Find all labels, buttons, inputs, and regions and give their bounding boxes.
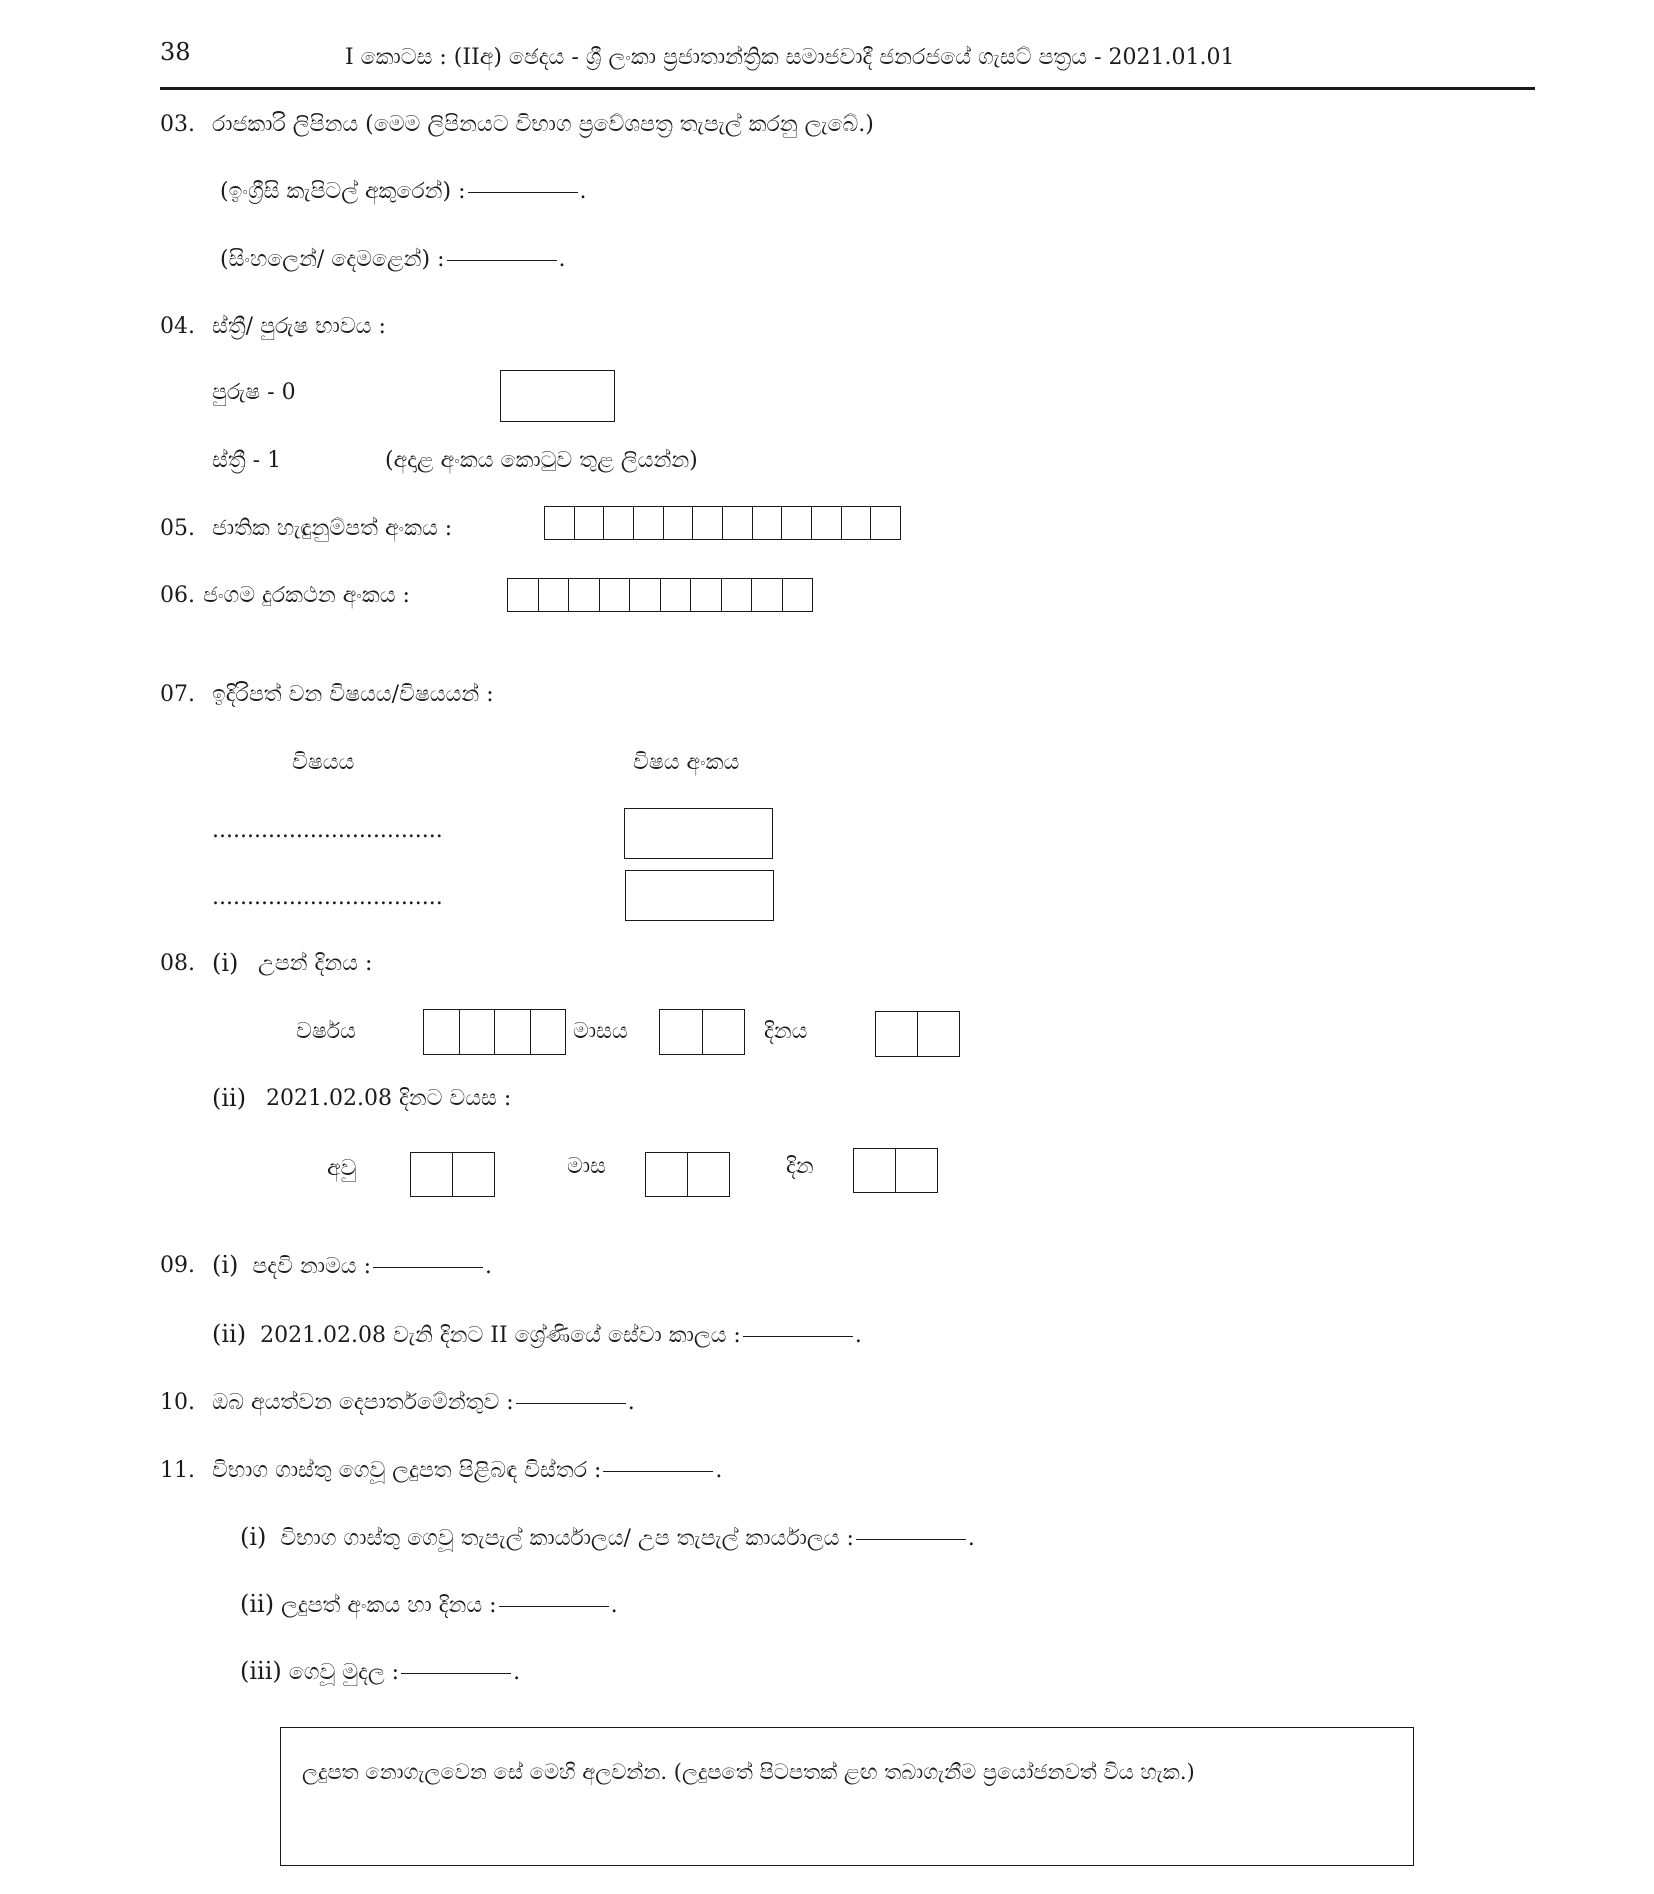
digit-cell[interactable] xyxy=(871,507,900,539)
q09-ii-blank[interactable] xyxy=(743,1336,853,1337)
digit-cell[interactable] xyxy=(539,579,570,611)
q11-blank[interactable] xyxy=(603,1471,713,1472)
q08-ii-label: 2021.02.08 දිනට වයස : xyxy=(266,1086,512,1111)
q11-ii-label: ලදුපත් අංකය හා දිනය : xyxy=(281,1593,497,1618)
q11-iii-blank[interactable] xyxy=(401,1673,511,1674)
q09-ii-label: 2021.02.08 වැනි දිනට II ශ්‍රේණියේ සේවා කාලය : xyxy=(260,1323,741,1348)
nic-number-boxes[interactable] xyxy=(544,506,901,540)
q11-i-line: (i) විභාග ගාස්තු ගෙවූ තැපැල් කාර්යාලය/ උප තැපැල් කාර්යාලය : . xyxy=(240,1523,975,1551)
q09-i-label: පදවි නාමය : xyxy=(252,1254,372,1279)
q03-sinhala-label: (සිංහලෙන්/ දෙමළෙන්) : xyxy=(220,247,445,272)
digit-cell[interactable] xyxy=(508,579,539,611)
age-years-boxes[interactable] xyxy=(410,1152,495,1197)
q10-blank[interactable] xyxy=(516,1403,626,1404)
age-years-label: අවු xyxy=(327,1156,357,1181)
q10-number: 10. xyxy=(160,1390,195,1415)
q09-ii-line: (ii) 2021.02.08 වැනි දිනට II ශ්‍රේණියේ සේවා කාලය : . xyxy=(212,1320,862,1348)
age-months-boxes[interactable] xyxy=(645,1152,730,1197)
dob-day-boxes[interactable] xyxy=(875,1011,960,1057)
q10-line: ඔබ අයත්වන දෙපාර්තමේන්තුව : . xyxy=(212,1390,635,1415)
q10-label: ඔබ අයත්වන දෙපාර්තමේන්තුව : xyxy=(212,1390,514,1415)
q03-english-line: (ඉංග්‍රීසි කැපිටල් අකුරෙන්) : . xyxy=(220,179,587,204)
digit-cell[interactable] xyxy=(575,507,605,539)
digit-cell[interactable] xyxy=(661,579,692,611)
digit-cell[interactable] xyxy=(569,579,600,611)
q07-subject-row-1[interactable]: ................................. xyxy=(212,818,443,843)
q06-number: 06. xyxy=(160,583,195,608)
q08-ii-mark: (ii) xyxy=(212,1084,247,1112)
dob-month-boxes[interactable] xyxy=(659,1009,745,1055)
q05-label: ජාතික හැඳුනුම්පත් අංකය : xyxy=(212,516,453,541)
q11-ii-blank[interactable] xyxy=(499,1606,609,1607)
q06-label: ජංගම දුරකථන අංකය : xyxy=(203,583,410,608)
q07-code-box-1[interactable] xyxy=(624,808,773,859)
q04-female-option: ස්ත්‍රී - 1 xyxy=(212,448,282,473)
q11-iii-label: ගෙවූ මුදල : xyxy=(288,1660,400,1685)
q08-number: 08. xyxy=(160,951,195,976)
q08-i-mark: (i) xyxy=(212,949,239,977)
q07-subject-header: විෂයය xyxy=(292,750,355,775)
q03-sinhala-blank[interactable] xyxy=(447,260,557,261)
mobile-number-boxes[interactable] xyxy=(507,578,813,612)
receipt-box-instruction: ලදුපත නොගැලවෙන සේ මෙහි අලවන්න. (ලදුපතේ පිටපතක් ළඟ තබාගැනීම ප්‍රයෝජනවත් විය හැක.) xyxy=(302,1760,1195,1784)
digit-cell[interactable] xyxy=(752,579,783,611)
digit-cell[interactable] xyxy=(630,579,661,611)
q04-label: ස්ත්‍රී/ පුරුෂ භාවය : xyxy=(212,314,386,339)
digit-cell[interactable] xyxy=(664,507,694,539)
digit-cell[interactable] xyxy=(604,507,634,539)
q11-ii-line: (ii) ලදුපත් අංකය හා දිනය : . xyxy=(240,1590,618,1618)
q05-number: 05. xyxy=(160,516,195,541)
digit-cell[interactable] xyxy=(545,507,575,539)
digit-cell[interactable] xyxy=(600,579,631,611)
page-header-title: I කොටස : (IIඅ) ඡෙදය - ශ්‍රී ලංකා ප්‍රජාතාන්ත්‍රික සමාජවාදී ජනරජයේ ගැසට් පත්‍රය - 2021.01.01 xyxy=(345,45,1235,70)
age-days-boxes[interactable] xyxy=(853,1148,938,1193)
digit-cell[interactable] xyxy=(782,507,812,539)
digit-cell[interactable] xyxy=(693,507,723,539)
q03-number: 03. xyxy=(160,112,195,137)
q09-ii-mark: (ii) xyxy=(212,1320,247,1348)
q11-i-blank[interactable] xyxy=(856,1539,966,1540)
digit-cell[interactable] xyxy=(634,507,664,539)
q11-number: 11. xyxy=(160,1458,195,1483)
q04-note: (අදාළ අංකය කොටුව තුළ ලියන්න) xyxy=(385,448,698,473)
q03-english-blank[interactable] xyxy=(468,192,578,193)
q11-line: විභාග ගාස්තු ගෙවූ ලදුපත පිළිබඳ විස්තර : . xyxy=(212,1458,723,1483)
header-rule xyxy=(160,87,1535,90)
dob-month-label: මාසය xyxy=(573,1019,628,1044)
dob-year-label: වර්ෂය xyxy=(296,1019,356,1044)
dob-year-boxes[interactable] xyxy=(423,1009,566,1055)
digit-cell[interactable] xyxy=(783,579,813,611)
q04-male-option: පුරුෂ - 0 xyxy=(212,380,296,405)
q09-i-line: (i) පදවි නාමය : . xyxy=(212,1251,493,1279)
q11-i-label: විභාග ගාස්තු ගෙවූ තැපැල් කාර්යාලය/ උප තැපැල් කාර්යාලය : xyxy=(280,1526,854,1551)
q07-label: ඉදිරිපත් වන විෂයය/විෂයයන් : xyxy=(212,682,494,707)
digit-cell[interactable] xyxy=(723,507,753,539)
q09-i-mark: (i) xyxy=(212,1251,239,1279)
q03-english-label: (ඉංග්‍රීසි කැපිටල් අකුරෙන්) : xyxy=(220,179,466,204)
q07-code-box-2[interactable] xyxy=(625,870,774,921)
receipt-paste-box[interactable] xyxy=(280,1727,1414,1866)
q11-label: විභාග ගාස්තු ගෙවූ ලදුපත පිළිබඳ විස්තර : xyxy=(212,1458,602,1483)
q07-code-header: විෂය අංකය xyxy=(633,750,740,775)
q03-label: රාජකාරි ලිපිනය (මෙම ලිපිනයට විභාග ප්‍රවේශපත්‍ර තැපැල් කරනු ලැබේ.) xyxy=(212,112,874,137)
q07-number: 07. xyxy=(160,682,195,707)
digit-cell[interactable] xyxy=(722,579,753,611)
q07-subject-row-2[interactable]: ................................. xyxy=(212,885,443,910)
page-number: 38 xyxy=(160,38,191,66)
q11-iii-mark: (iii) xyxy=(240,1657,282,1685)
q04-number: 04. xyxy=(160,314,195,339)
q11-i-mark: (i) xyxy=(240,1523,267,1551)
q09-i-blank[interactable] xyxy=(373,1267,483,1268)
q09-number: 09. xyxy=(160,1253,195,1278)
q11-ii-mark: (ii) xyxy=(240,1590,275,1618)
q11-iii-line: (iii) ගෙවූ මුදල : . xyxy=(240,1657,521,1685)
digit-cell[interactable] xyxy=(842,507,872,539)
q03-sinhala-line: (සිංහලෙන්/ දෙමළෙන්) : . xyxy=(220,247,566,272)
dob-day-label: දිනය xyxy=(764,1019,808,1044)
digit-cell[interactable] xyxy=(753,507,783,539)
age-days-label: දින xyxy=(786,1154,814,1179)
q08-i-label: උපන් දිනය : xyxy=(258,951,373,976)
age-months-label: මාස xyxy=(567,1154,606,1179)
q04-gender-box[interactable] xyxy=(500,370,615,422)
digit-cell[interactable] xyxy=(812,507,842,539)
digit-cell[interactable] xyxy=(691,579,722,611)
